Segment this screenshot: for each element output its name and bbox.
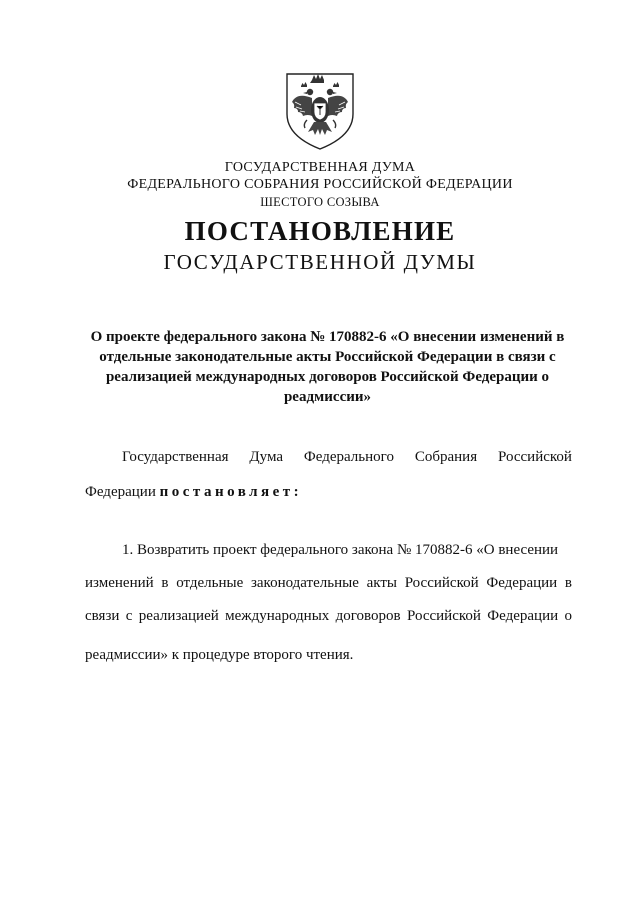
document-type-title: ПОСТАНОВЛЕНИЕ	[184, 216, 456, 246]
convocation-label: ШЕСТОГО СОЗЫВА	[260, 195, 380, 209]
organization-name-line-2: ФЕДЕРАЛЬНОГО СОБРАНИЯ РОССИЙСКОЙ ФЕДЕРАЦИИ	[127, 177, 513, 192]
point-1-line-1: 1. Возвратить проект федерального закона № 170882-6 «О внесении	[122, 542, 559, 558]
document-issuer-subtitle: ГОСУДАРСТВЕННОЙ ДУМЫ	[163, 250, 477, 274]
preamble-line-2	[85, 484, 572, 501]
preamble-word: Российской	[498, 449, 572, 465]
preamble-word: Федерального	[303, 449, 394, 465]
point-1-line-3: связи с реализацией международных договоров Российской Федерации о	[85, 608, 572, 624]
organization-name-line-1: ГОСУДАРСТВЕННАЯ ДУМА	[224, 160, 416, 175]
coat-of-arms-icon	[281, 70, 359, 152]
preamble-word: Собрания	[414, 449, 478, 465]
preamble-line-1	[85, 449, 572, 466]
resolution-subject: О проекте федерального закона № 170882-6 «О внесении изменений в отдельные законодательные акты Российской Федерации в связи с реализацией международных договоров Российской Федерации о реадмиссии»	[90, 329, 565, 405]
preamble-line-2-start: Федерации	[85, 484, 156, 500]
point-1-line-2: изменений в отдельные законодательные акты Российской Федерации в	[85, 575, 572, 591]
resolution-verb: постановляет:	[159, 484, 303, 500]
preamble-word: Дума	[249, 449, 284, 465]
point-1-line-4: реадмиссии» к процедуре второго чтения.	[85, 647, 354, 663]
preamble-word: Государственная	[122, 449, 229, 465]
